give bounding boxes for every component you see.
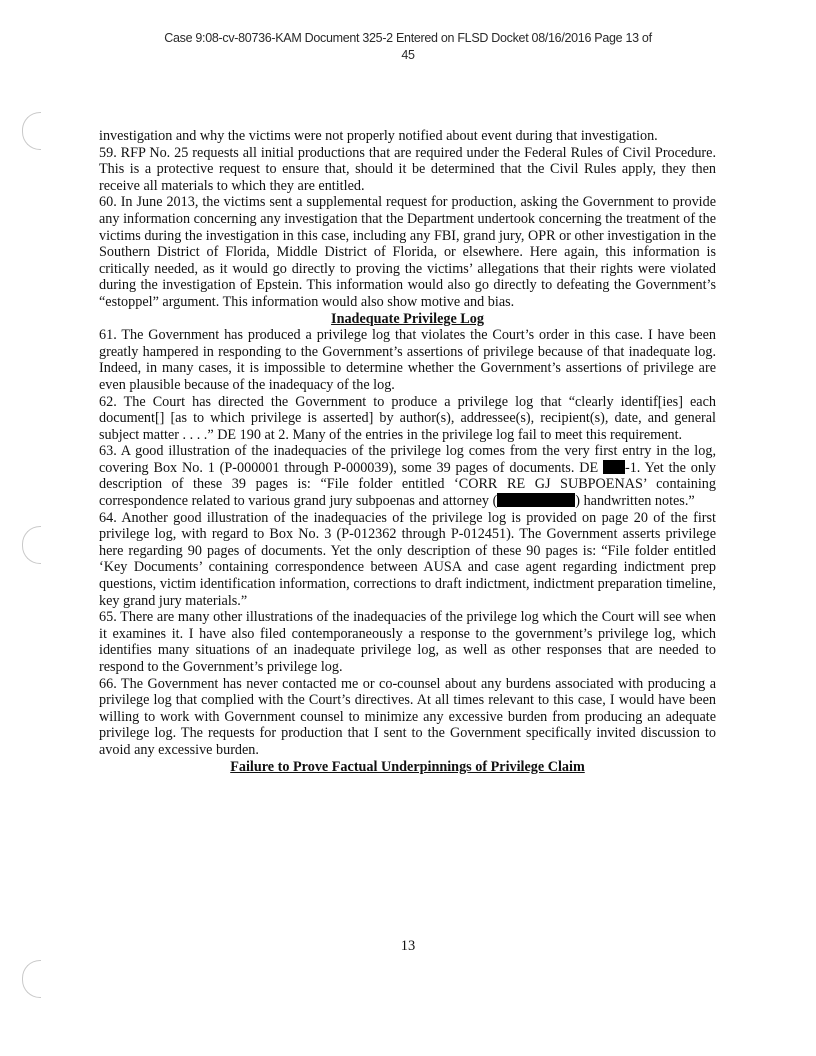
paragraph-63-part-a: 63. A good illustration of the inadequacies of the privilege log comes from the very first entry in the log, covering Box No. 1 (P-000001 through P-000039), some 39 pages of documents. DE [99,443,716,476]
paragraph-62: 62. The Court has directed the Government to produce a privilege log that “clearly identif[ies] each document[] [as to which privilege is asserted] by author(s), addressee(s), recipient(s), date, and general subject matter . . . .” DE 190 at 2. Many of the entries in the privilege log fail to meet this requirement. [99,393,716,443]
paragraph-63 [99,443,716,509]
case-header-line1: Case 9:08-cv-80736-KAM Document 325-2 Entered on FLSD Docket 08/16/2016 Page 13 of [164,31,652,45]
paragraph-64: 64. Another good illustration of the inadequacies of the privilege log is provided on page 20 of the first privilege log, with regard to Box No. 3 (P-012362 through P-012451). The Government asserts privilege here regarding 90 pages of documents. Yet the only description of these 90 pages is: “File folder entitled ‘Key Documents’ containing correspondence between AUSA and case agent regarding indictment prep questions, victim identification information, corrections to draft indictment, indictment preparation timeline, key grand jury materials.” [99,509,716,609]
redaction-box [497,493,575,507]
paragraph-65: 65. There are many other illustrations of the inadequacies of the privilege log which the Court will see when it examines it. I have also filed contemporaneously a response to the government’s privilege log, which identifies many situations of an inadequate privilege log, as well as other responses that are needed to respond to the Government’s privilege log. [99,609,716,675]
section-heading-inadequate-privilege-log: Inadequate Privilege Log [331,310,484,327]
paragraph-60: 60. In June 2013, the victims sent a supplemental request for production, asking the Government to provide any information concerning any investigation that the Department undertook concerning the treatment of the victims during the investigation in this case, including any FBI, grand jury, OPR or other investigation in the Southern District of Florida, Middle District of Florida, or elsewhere. Here again, this information is critically needed, as it would go directly to proving the victims’ allegations that their rights were violated during the investigation of Epstein. This information would also go directly to defeating the Government’s “estoppel” argument. This information would also show motive and bias. [99,194,716,310]
punch-hole-mark [22,526,41,564]
redaction-box [603,460,625,474]
case-header [0,30,816,64]
page-number: 13 [400,938,416,954]
paragraph-59: 59. RFP No. 25 requests all initial productions that are required under the Federal Rules of Civil Procedure. This is a protective request to ensure that, should it be determined that the Civil Rules apply, they then receive all materials to which they are entitled. [99,144,716,194]
paragraph-63-part-b: -1. Yet the only description of these 39 pages is: “File folder entitled ‘CORR RE GJ SUBPOENAS’ containing correspondence related to various grand jury subpoenas and attorney ( [99,459,716,510]
document-body [99,128,716,775]
paragraph-continued: investigation and why the victims were not properly notified about event during that investigation. [99,128,658,144]
section-heading-failure-to-prove: Failure to Prove Factual Underpinnings of Privilege Claim [230,758,585,775]
paragraph-66: 66. The Government has never contacted me or co-counsel about any burdens associated with producing a privilege log that complied with the Court’s directives. At all times relevant to this case, I would have been willing to work with Government counsel to minimize any excessive burden from producing an adequate privilege log. The requests for production that I sent to the Government specifically invited discussion to avoid any excessive burden. [99,675,716,758]
punch-hole-mark [22,112,41,150]
paragraph-61: 61. The Government has produced a privilege log that violates the Court’s order in this case. I have been greatly hampered in responding to the Government’s assertions of privilege because of that inadequate log. Indeed, in many cases, it is impossible to determine whether the Government’s assertions of privilege are even plausible because of the inadequacy of the log. [99,327,716,393]
case-header-line2: 45 [401,48,415,62]
paragraph-63-part-c: ) handwritten notes.” [575,493,695,510]
punch-hole-mark [22,960,41,998]
